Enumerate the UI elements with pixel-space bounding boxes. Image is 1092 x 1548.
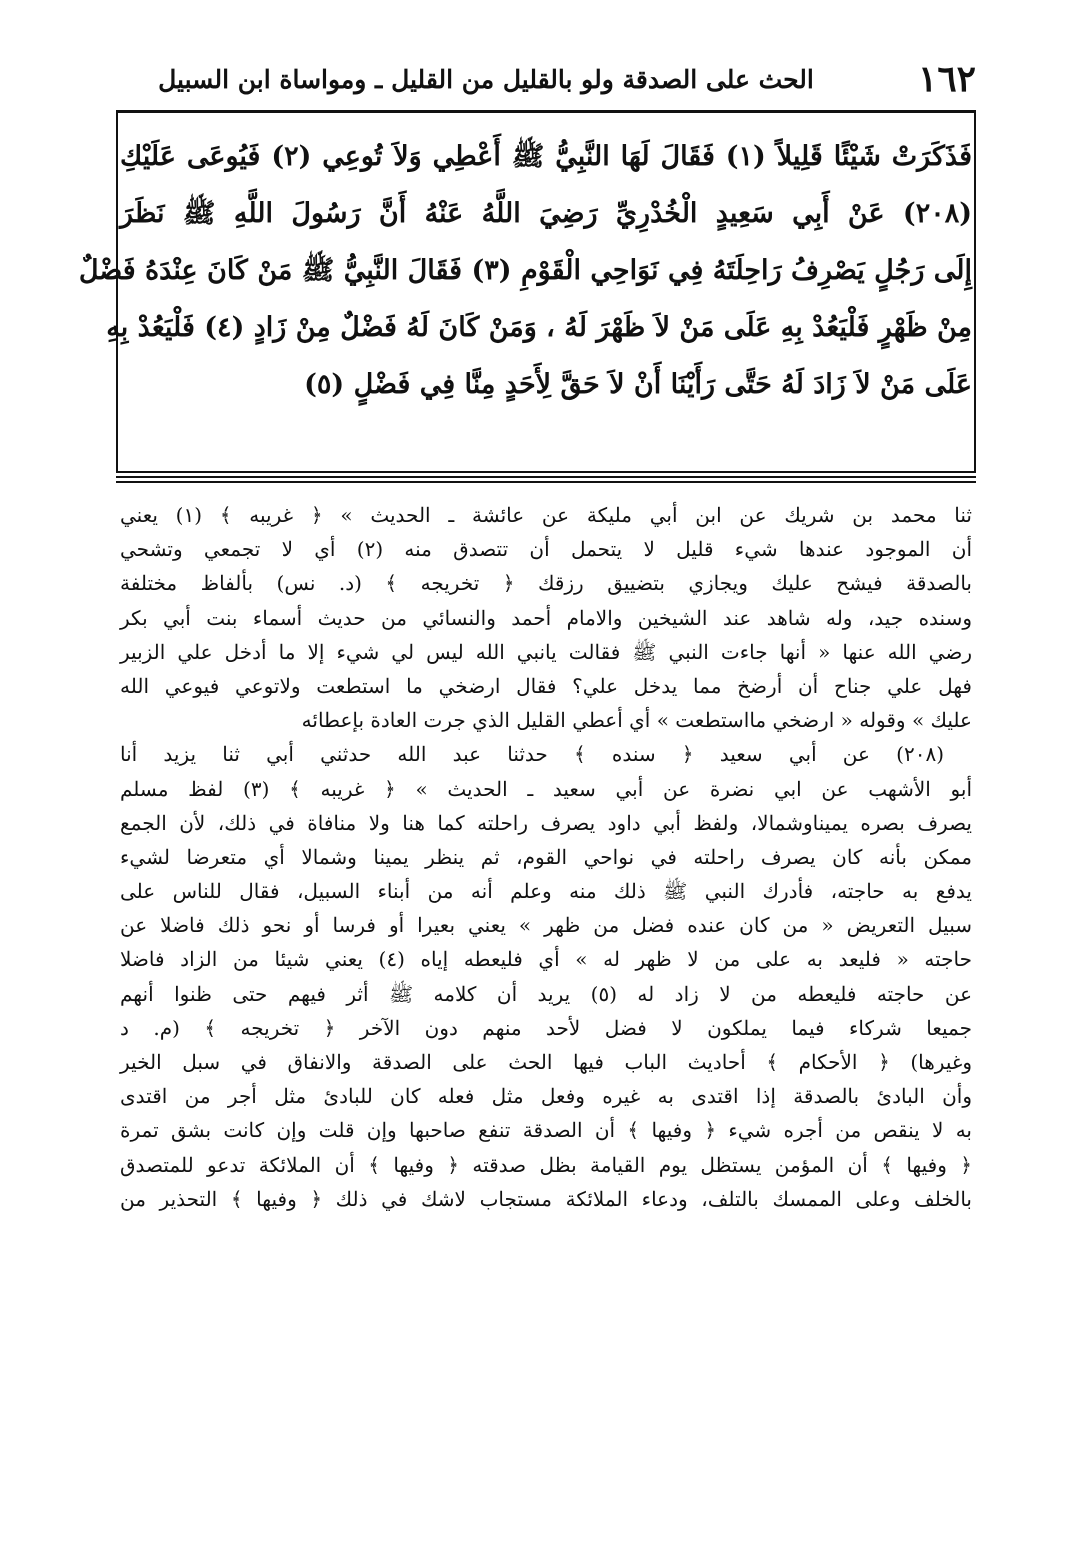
commentary-line: ﴿ وفيها ﴾ أن المؤمن يستظل يوم القيامة بظل صدقته ﴿ وفيها ﴾ أن الملائكة تدعو للمتصدق (120, 1152, 972, 1177)
commentary-line: أبو الأشهب عن ابي نضرة عن أبي سعيد ـ الحديث » ﴿ غريبه ﴾ (٣) لفظ مسلم (120, 776, 972, 801)
commentary-line: وغيرها) ﴿ الأحكام ﴾ أحاديث الباب فيها الحث على الصدقة والانفاق في سبل الخير (120, 1050, 972, 1074)
commentary-line: رضي الله عنها « أنها جاءت النبي ﷺ فقالت يانبي الله ليس لي شيء إلا ما أدخل علي الزبير (120, 639, 972, 664)
hadith-line: مِنْ ظَهْرٍ فَلْيَعُدْ بِهِ عَلَى مَنْ لاَ ظَهْرَ لَهُ ، وَمَنْ كَانَ لَهُ فَضْلٌ مِنْ زَادٍ (٤) فَلْيَعُدْ بِهِ (106, 312, 972, 343)
commentary-line: عن حاجته فليعطه من لا زاد له (٥) يريد أن كلامه ﷺ أثر فيهم حتى ظنوا أنهم (120, 981, 972, 1006)
commentary-line: وسنده جيد، وله شاهد عند الشيخين والامام أحمد والنسائي من حديث أسماء بنت أبي بكر (120, 605, 972, 630)
hadith-text (78, 128, 972, 468)
commentary-line: وأن البادئ بالصدقة إذا اقتدى به غيره وفعل مثل فعله كان للبادئ مثل أجر من اقتدى (120, 1084, 972, 1109)
commentary-line: حاجته « فليعد به على من لا ظهر له » أي فليعطه إياه (٤) يعني شيئا من الزاد فاضلا (120, 947, 973, 972)
commentary-line: عليك » وقوله « ارضخي مااستطعت » أي أعطي القليل الذي جرت العادة بإعطائه (301, 708, 972, 733)
separator-rule (116, 481, 976, 483)
hadith-line: فَذَكَرَتْ شَيْئًا قَلِيلاً (١) فَقَالَ لَهَا النَّبِيُّ ﷺ أَعْطِي وَلاَ تُوعِي (٢) فَيُوعَى عَلَيْكِ (120, 141, 972, 172)
commentary-line: ثنا محمد بن شريك عن ابن أبي مليكة عن عائشة ـ الحديث » ﴿ غريبه ﴾ (١) يعني (120, 503, 972, 527)
commentary-line: يدفع به حاجته، فأدرك النبي ﷺ ذلك منه وعلم أنه من أبناء السبيل، فقال للناس على (120, 879, 972, 904)
hadith-line: إِلَى رَجُلٍ يَصْرِفُ رَاحِلَتَهُ فِي نَوَاحِي الْقَوْمِ (٣) فَقَالَ النَّبِيُّ ﷺ مَنْ كَانَ عِنْدَهُ فَضْلٌ (78, 255, 972, 286)
commentary-line: يصرف بصره يميناوشمالا، ولفظ أبي داود يصرف راحلته كما هنا ولا منافاة في ذلك، لأن الجمع (120, 810, 972, 835)
commentary-line: به لا ينقص من أجره شيء ﴿ وفيها ﴾ أن الصدقة تنفع صاحبها وإن قلت وإن كانت بشق تمرة (120, 1118, 972, 1143)
commentary-line: (٢٠٨) عن أبي سعيد ﴿ سنده ﴾ حدثنا عبد الله حدثني أبي ثنا يزيد أنا (120, 742, 944, 767)
commentary-line: بالصدقة فيشح عليك ويجازي بتضييق رزقك ﴿ تخريجه ﴾ (د. نس) بألفاظ مختلفة (120, 571, 972, 596)
separator-rule (116, 476, 976, 478)
commentary-text (120, 498, 972, 1538)
hadith-line: عَلَى مَنْ لاَ زَادَ لَهُ حَتَّى رَأَيْنَا أَنْ لاَ حَقَّ لِأَحَدٍ مِنَّا فِي فَضْلٍ (٥) (304, 369, 972, 400)
commentary-line: ممكن بأنه كان يصرف راحلته في نواحي القوم، ثم ينظر يمينا وشمالا أي متعرضا لشيء (120, 844, 972, 869)
commentary-line: فهل علي جناح أن أرضخ مما يدخل علي؟ فقال ارضخي ما استطعت ولاتوعي فيوعي الله (120, 673, 972, 698)
page-header (116, 50, 976, 108)
hadith-line: (٢٠٨) عَنْ أَبِي سَعِيدٍ الْخُدْرِيِّ رَضِيَ اللَّهُ عَنْهُ أَنَّ رَسُولَ اللَّهِ ﷺ نَظَرَ (120, 198, 972, 229)
commentary-line: سبيل التعريض « من كان عنده فضل من ظهر » يعني بعيرا أو فرسا أو نحو ذلك فاضلا عن (120, 913, 972, 938)
commentary-line: أن الموجود عندها شيء قليل لا يتحمل أن تتصدق منه (٢) أي لا تجمعي وتشحي (120, 537, 972, 562)
commentary-line: بالخلف وعلى الممسك بالتلف، ودعاء الملائكة مستجاب لاشك في ذلك ﴿ وفيها ﴾ التحذير من (120, 1186, 972, 1211)
page-number: ١٦٢ (917, 58, 976, 100)
commentary-line: جميعا شركاء فيما يملكون لا فضل لأحد منهم دون الآخر ﴿ تخريجه ﴾ (م. د (120, 1015, 972, 1040)
running-title: الحث على الصدقة ولو بالقليل من القليل ـ ومواساة ابن السبيل (158, 64, 814, 94)
